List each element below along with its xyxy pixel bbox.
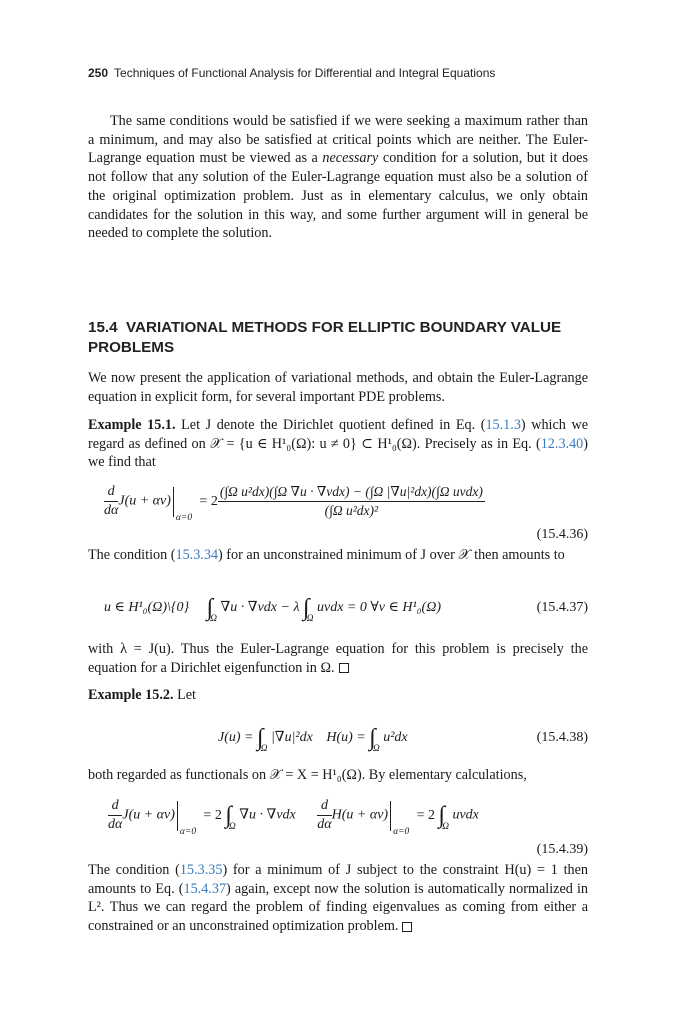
- section-number: 15.4: [88, 319, 118, 336]
- eq1-numerator: (∫Ω u²dx)(∫Ω ∇u · ∇vdx) − (∫Ω |∇u|²dx)(∫Ω uvdx): [218, 484, 485, 502]
- ref-15-4-37[interactable]: 15.4.37: [183, 880, 227, 897]
- eval-bar: [177, 801, 197, 837]
- d-num: d: [108, 798, 122, 816]
- page-number: 250: [88, 66, 109, 80]
- d-num: d: [317, 798, 331, 816]
- ex1-text-b: ) which we regard as defined on 𝒳 = {u ∈ H¹₀(Ω): u ≠ 0} ⊂ H¹₀(Ω). Precisely as in Eq. (: [88, 417, 588, 452]
- ex2-text: Let: [173, 687, 196, 703]
- omega-sub: Ω: [210, 614, 218, 625]
- eq4-int1: ∇u · ∇vdx: [239, 807, 296, 823]
- para3-text-a: The condition (: [88, 547, 176, 563]
- integral-sign: ∫: [257, 725, 264, 751]
- para1-text-a: The same conditions would be satisfied if we were seeking a maximum rather than a minimum, and may also be satisfied at critical points which are neither. The Euler-Lagrange equation must be viewed as a: [88, 113, 588, 167]
- ex1-text-a: Let J denote the Dirichlet quotient defined in Eq. (: [175, 417, 486, 433]
- section-title: VARIATIONAL METHODS FOR ELLIPTIC BOUNDARY VALUE PROBLEMS: [88, 319, 562, 356]
- eq4-rhs2: = 2: [416, 807, 435, 823]
- equation-15-4-36: [104, 484, 485, 523]
- para1-text-b: condition for a solution, but it does not follow that any solution of the Euler-Lagrange equation must also be a solution of the original optimization problem. Just as in elementary calculus, we only obtain candidates for the solution in this way, and some further argument will in general be needed to complete the solution.: [88, 150, 588, 242]
- ex1-text-c: ) we find that: [88, 435, 588, 471]
- eq3-left: J(u) =: [218, 730, 254, 746]
- derivative-op: [108, 798, 122, 833]
- qed-icon: [339, 663, 349, 673]
- d-den: dα: [108, 817, 123, 832]
- eq4-rhs1: = 2: [203, 807, 222, 823]
- eq-number-38: (15.4.38): [536, 730, 588, 745]
- qed-icon: [402, 922, 412, 932]
- derivative-op: [317, 798, 331, 833]
- eq2-lhs: u ∈ H¹₀(Ω)\{0}: [104, 600, 190, 616]
- omega-sub: Ω: [442, 821, 449, 832]
- eval-alpha: α=0: [393, 826, 410, 837]
- paragraph-4: [88, 640, 588, 677]
- integral-sign: ∫: [438, 802, 446, 829]
- d-num: d: [104, 484, 118, 502]
- integral-sign: ∫: [225, 802, 232, 829]
- example-2-label: Example 15.2.: [88, 687, 174, 703]
- equation-15-4-37: [104, 595, 442, 625]
- example-1-label: Example 15.1.: [88, 417, 176, 433]
- integral-sign: ∫: [206, 595, 214, 621]
- para6-text-b: ) for a minimum of J subject to the constraint H(u) = 1 then amounts to Eq. (: [88, 862, 588, 897]
- example-15-1: [88, 416, 588, 472]
- paragraph-1: [88, 112, 588, 243]
- ref-15-1-3[interactable]: 15.1.3: [485, 417, 521, 433]
- integral-sign: ∫: [303, 595, 310, 621]
- para6-text-c: ) again, except now the solution is automatically normalized in L². Thus we can regard the problem of finding eigenvalues as coming from either a constrained or an unconstrained optimization problem.: [88, 880, 588, 935]
- eq1-denominator: (∫Ω u²dx)²: [324, 503, 379, 518]
- eq2-rhs: uvdx = 0 ∀v ∈ H¹₀(Ω): [316, 600, 442, 616]
- ref-15-3-34[interactable]: 15.3.34: [175, 547, 219, 563]
- eq3-left-int: |∇u|²dx: [270, 730, 313, 746]
- omega-sub: Ω: [372, 744, 380, 755]
- derivative-op: [104, 484, 118, 519]
- eval-alpha: α=0: [179, 826, 197, 837]
- paragraph-2: We now present the application of variational methods, and obtain the Euler-Lagrange equation in explicit form, for several important PDE problems.: [88, 370, 588, 405]
- eval-bar: [173, 487, 193, 523]
- eval-alpha: α=0: [175, 512, 193, 523]
- omega-sub: Ω: [260, 744, 268, 755]
- ref-15-3-35[interactable]: 15.3.35: [179, 862, 223, 878]
- paragraph-3: [88, 546, 588, 565]
- running-title: Techniques of Functional Analysis for Differential and Integral Equations: [114, 66, 496, 80]
- paragraph-6: [88, 861, 588, 936]
- equation-15-4-39: [108, 798, 479, 837]
- eq3-right: H(u) =: [326, 730, 366, 746]
- para1-emph: necessary: [322, 150, 379, 167]
- eq-number-39: (15.4.39): [536, 842, 588, 857]
- d-den: dα: [317, 817, 332, 832]
- eq1-fraction: [218, 484, 485, 519]
- eq2-mid: ∇u · ∇vdx − λ: [220, 600, 300, 616]
- eq4-int2: uvdx: [452, 807, 479, 823]
- eq-number-37: (15.4.37): [536, 600, 588, 615]
- integral-sign: ∫: [369, 725, 376, 751]
- eq1-lhs: J(u + αv): [118, 493, 171, 509]
- paragraph-5: both regarded as functionals on 𝒳 = X = H¹₀(Ω). By elementary calculations,: [88, 767, 527, 783]
- para4-text: with λ = J(u). Thus the Euler-Lagrange equation for this problem is precisely the equation for a Dirichlet eigenfunction in Ω.: [88, 641, 588, 676]
- section-heading: [88, 318, 588, 358]
- eq3-right-int: u²dx: [383, 730, 408, 746]
- d-den: dα: [104, 503, 119, 518]
- omega-sub: Ω: [306, 614, 314, 625]
- para6-text-a: The condition (: [88, 862, 180, 878]
- eq4-lhs2: H(u + αv): [331, 807, 389, 823]
- eq-number-36: (15.4.36): [536, 527, 588, 542]
- example-15-2: [88, 686, 588, 705]
- eq4-lhs1: J(u + αv): [122, 807, 175, 823]
- ref-12-3-40[interactable]: 12.3.40: [540, 435, 584, 452]
- equation-15-4-38: [218, 725, 408, 755]
- omega-sub: Ω: [228, 821, 236, 832]
- running-header: [88, 66, 495, 80]
- eval-bar: [390, 801, 410, 837]
- eq1-coef: = 2: [199, 493, 218, 509]
- para3-text-b: ) for an unconstrained minimum of J over 𝒳 then amounts to: [218, 547, 565, 563]
